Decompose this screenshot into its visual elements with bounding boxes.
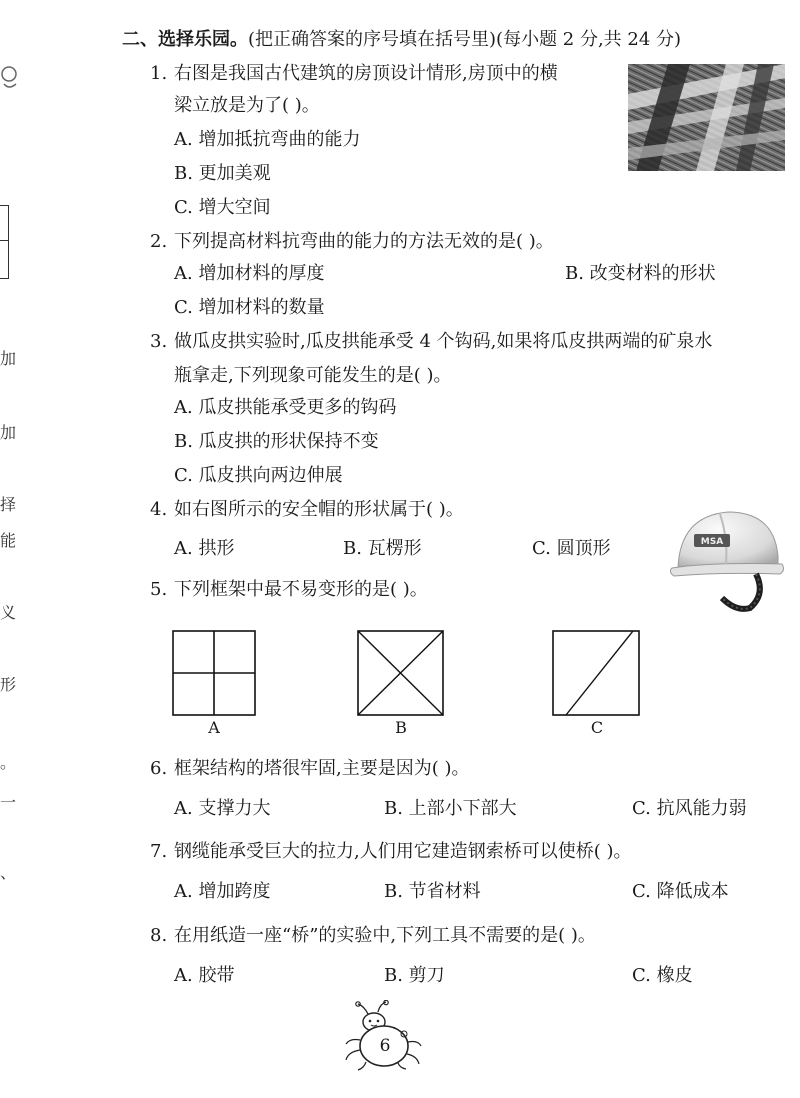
option-c[interactable]: C. 降低成本 bbox=[632, 881, 729, 902]
question-number: 8. bbox=[150, 925, 168, 946]
margin-fragment: 加 bbox=[0, 423, 17, 442]
question-stem: 如右图所示的安全帽的形状属于( )。 bbox=[174, 499, 464, 520]
option-b[interactable]: B. 节省材料 bbox=[384, 881, 481, 902]
margin-fragment: 择 bbox=[0, 495, 17, 514]
option-b[interactable]: B. 改变材料的形状 bbox=[565, 263, 716, 284]
margin-box-divider bbox=[0, 240, 8, 241]
margin-box bbox=[0, 205, 9, 279]
section-title: 二、选择乐园。 bbox=[122, 29, 248, 50]
margin-fragment: 、 bbox=[0, 863, 17, 882]
margin-fragment: 一 bbox=[0, 793, 17, 812]
question-number: 7. bbox=[150, 841, 168, 862]
option-b[interactable]: B. 瓦楞形 bbox=[343, 538, 422, 559]
question-stem: 右图是我国古代建筑的房顶设计情形,房顶中的横 bbox=[174, 63, 558, 84]
option-c[interactable]: C. 瓜皮拱向两边伸展 bbox=[174, 465, 343, 486]
option-c[interactable]: C. 橡皮 bbox=[632, 965, 693, 986]
option-a[interactable]: A. 增加跨度 bbox=[174, 881, 271, 902]
option-b[interactable]: B. 更加美观 bbox=[174, 163, 271, 184]
page-number: 6 bbox=[379, 1036, 391, 1056]
frame-a-label: A bbox=[208, 718, 220, 737]
safety-helmet-image bbox=[670, 498, 788, 622]
question-stem-continued: 瓶拿走,下列现象可能发生的是( )。 bbox=[174, 365, 452, 386]
question-number: 6. bbox=[150, 758, 168, 779]
option-c[interactable]: C. 圆顶形 bbox=[532, 538, 611, 559]
page-number-badge bbox=[338, 1000, 424, 1072]
frame-c-figure[interactable] bbox=[552, 630, 640, 720]
margin-decoration bbox=[0, 62, 22, 96]
option-c[interactable]: C. 增加材料的数量 bbox=[174, 297, 325, 318]
question-number: 3. bbox=[150, 331, 168, 352]
roof-beam-photo bbox=[628, 64, 785, 171]
frame-b-figure[interactable] bbox=[357, 630, 444, 720]
question-number: 5. bbox=[150, 579, 168, 600]
option-a[interactable]: A. 胶带 bbox=[174, 965, 235, 986]
frame-a-figure[interactable] bbox=[172, 630, 256, 720]
frame-b-label: B bbox=[395, 718, 407, 737]
margin-fragment: 形 bbox=[0, 675, 17, 694]
option-b[interactable]: B. 上部小下部大 bbox=[384, 798, 517, 819]
question-number: 2. bbox=[150, 231, 168, 252]
option-a[interactable]: A. 增加抵抗弯曲的能力 bbox=[174, 129, 361, 150]
question-stem: 框架结构的塔很牢固,主要是因为( )。 bbox=[174, 758, 470, 779]
option-a[interactable]: A. 增加材料的厚度 bbox=[174, 263, 325, 284]
option-b[interactable]: B. 瓜皮拱的形状保持不变 bbox=[174, 431, 379, 452]
section-heading bbox=[122, 28, 681, 52]
option-a[interactable]: A. 支撑力大 bbox=[174, 798, 271, 819]
margin-fragment: 义 bbox=[0, 603, 17, 622]
question-stem: 下列提高材料抗弯曲的能力的方法无效的是( )。 bbox=[174, 231, 554, 252]
question-stem: 钢缆能承受巨大的拉力,人们用它建造钢索桥可以使桥( )。 bbox=[174, 841, 632, 862]
margin-fragment: 加 bbox=[0, 349, 17, 368]
question-stem: 在用纸造一座“桥”的实验中,下列工具不需要的是( )。 bbox=[174, 925, 596, 946]
question-stem: 做瓜皮拱实验时,瓜皮拱能承受 4 个钩码,如果将瓜皮拱两端的矿泉水 bbox=[174, 331, 713, 352]
option-a[interactable]: A. 拱形 bbox=[174, 538, 235, 559]
helmet-logo: MSA bbox=[700, 537, 724, 547]
option-c[interactable]: C. 抗风能力弱 bbox=[632, 798, 747, 819]
margin-fragment: 能 bbox=[0, 531, 17, 550]
question-stem-continued: 梁立放是为了( )。 bbox=[174, 95, 320, 116]
option-a[interactable]: A. 瓜皮拱能承受更多的钩码 bbox=[174, 397, 397, 418]
question-number: 1. bbox=[150, 63, 168, 84]
frame-c-label: C bbox=[590, 718, 604, 737]
option-c[interactable]: C. 增大空间 bbox=[174, 197, 271, 218]
option-b[interactable]: B. 剪刀 bbox=[384, 965, 445, 986]
margin-fragment: 。 bbox=[0, 753, 17, 772]
section-instruction: (把正确答案的序号填在括号里)(每小题 2 分,共 24 分) bbox=[248, 29, 682, 50]
question-number: 4. bbox=[150, 499, 168, 520]
question-stem: 下列框架中最不易变形的是( )。 bbox=[174, 579, 428, 600]
